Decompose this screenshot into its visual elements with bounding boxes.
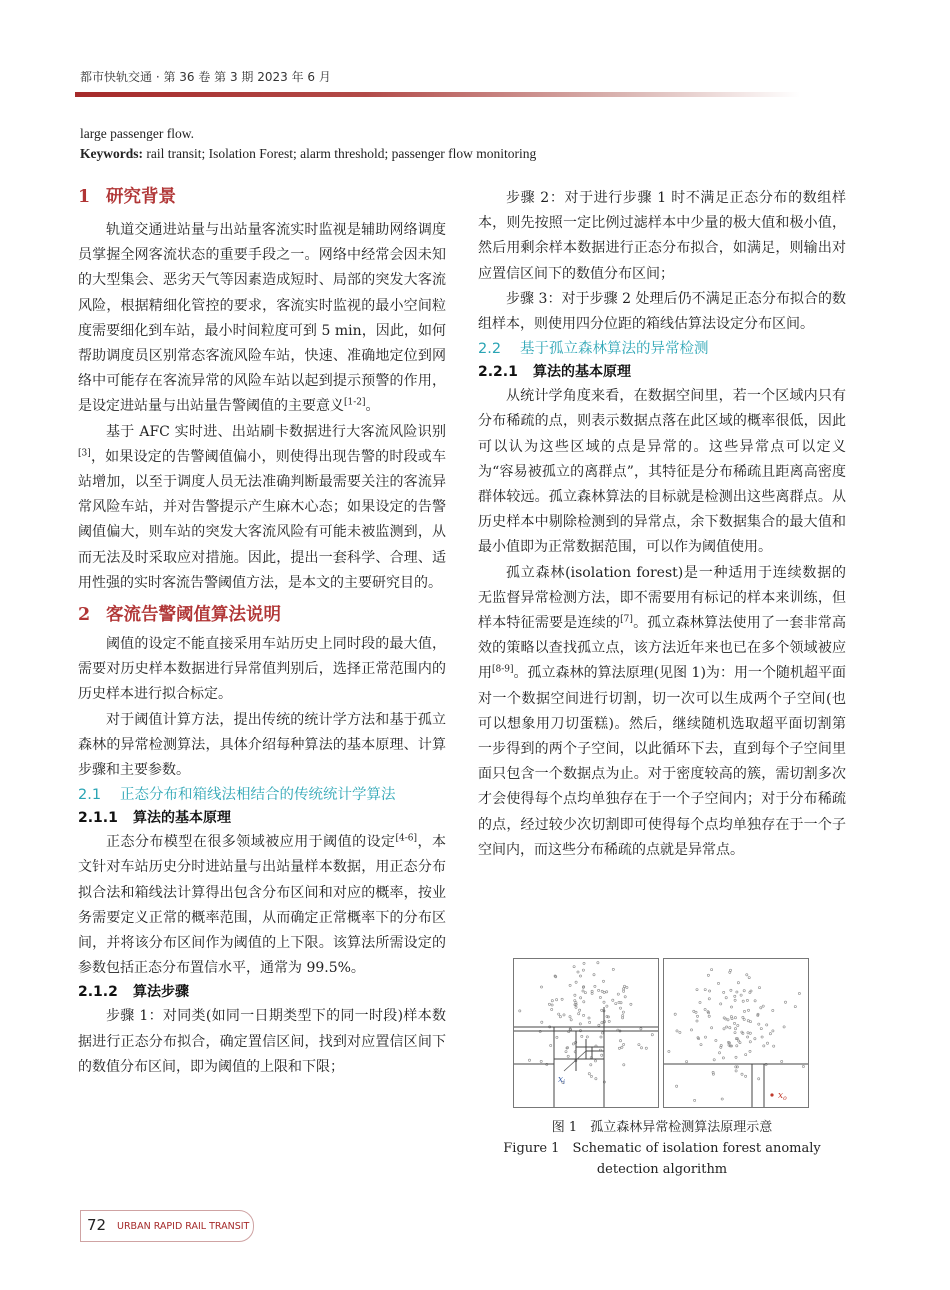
scatter-point [623, 1043, 625, 1045]
page-number: 72 [87, 1216, 107, 1234]
scatter-point [559, 1016, 561, 1018]
scatter-point [718, 1052, 720, 1054]
scatter-point [583, 962, 585, 964]
caption-en-line-2: detection algorithm [596, 1162, 728, 1177]
scatter-point [742, 1000, 744, 1002]
scatter-point [601, 1009, 603, 1011]
scatter-point [597, 962, 599, 964]
scatter-point [783, 1026, 785, 1028]
paragraph-text: 基于 AFC 实时进、出站刷卡数据进行大客流风险识别 [106, 423, 446, 440]
section-number: 2 [78, 605, 91, 626]
scatter-point [651, 1034, 653, 1036]
scatter-point [781, 1060, 783, 1062]
scatter-point [695, 1011, 697, 1013]
scatter-point [623, 990, 625, 992]
scatter-point [746, 999, 748, 1001]
scatter-point [749, 1041, 751, 1043]
scatter-point [773, 1045, 775, 1047]
scatter-point [741, 1073, 743, 1075]
scatter-point [713, 1059, 715, 1061]
scatter-point [569, 1016, 571, 1018]
scatter-point [645, 1047, 647, 1049]
scatter-point [550, 1044, 552, 1046]
subsection-2-1-2-heading [78, 981, 446, 1004]
subsection-title: 算法的基本原理 [133, 810, 231, 827]
section-1-heading [78, 186, 446, 208]
scatter-point [579, 975, 581, 977]
scatter-point [565, 1051, 567, 1053]
scatter-point [747, 1036, 749, 1038]
scatter-point [761, 1036, 763, 1038]
scatter-point [686, 1061, 688, 1063]
scatter-point [574, 994, 576, 996]
scatter-partition-left [514, 959, 658, 1107]
scatter-point [734, 995, 736, 997]
scatter-point [708, 1015, 710, 1017]
scatter-point [743, 990, 745, 992]
scatter-point [602, 980, 604, 982]
scatter-point [603, 1001, 605, 1003]
scatter-point [607, 1016, 609, 1018]
scatter-point [707, 974, 709, 976]
scatter-point [721, 1098, 723, 1100]
paragraph-text: 孤立森林(isolation forest)是一种适用于连续数据的无监督异常检测方法，即不需要用有标记的样本来训练，但样本特征需要是连续的 [478, 564, 846, 632]
paragraph: 从统计学角度来看，在数据空间里，若一个区域内只有分布稀疏的点，则表示数据点落在此区域的概率很低，因此可以认为这些区域的点是异常的。这些异常点可以定义为“容易被孤立的离群点”，其特征是分布稀疏且距离高密度群体较远。孤立森林算法的目标就是检测出这些离群点。从历史样本中剔除检测到的异常点，余下数据集合的最大值和最小值即为正常数据范围，可以作为阈值使用。 [478, 388, 846, 556]
scatter-point [606, 1005, 608, 1007]
scatter-point [583, 1001, 585, 1003]
paragraph [78, 420, 446, 596]
abstract-end-text: large passenger flow. [80, 126, 194, 141]
scatter-point [623, 1064, 625, 1066]
citation: [7] [620, 614, 633, 625]
scatter-point [623, 985, 625, 987]
scatter-point [624, 996, 626, 998]
keywords-label: Keywords: [80, 146, 143, 161]
scatter-point [556, 999, 558, 1001]
scatter-point [694, 1099, 696, 1101]
scatter-point [729, 971, 731, 973]
scatter-point [567, 1055, 569, 1057]
keywords-text: rail transit; Isolation Forest; alarm threshold; passenger flow monitoring [143, 146, 537, 161]
subsection-2-2-1-heading [478, 361, 846, 384]
scatter-point [541, 1021, 543, 1023]
scatter-point [601, 1054, 603, 1056]
scatter-point [528, 1059, 530, 1061]
scatter-point [612, 999, 614, 1001]
paragraph-text: 。 [365, 398, 380, 415]
scatter-point [551, 1008, 553, 1010]
scatter-point [575, 1006, 577, 1008]
scatter-point [739, 1042, 741, 1044]
scatter-point [582, 990, 584, 992]
point-label-xi: $x_i$ [558, 1075, 565, 1086]
scatter-point [570, 1019, 572, 1021]
paragraph-text: 轨道交通进站量与出站量客流实时监视是辅助网络调度员掌握全网客流状态的重要手段之一。网络中经常会因未知的大型集会、恶劣天气等因素造成短时、局部的突发大客流风险，根据精细化管控的要求，客流实时监视的最小空间粒度需要细化到车站，最小时间粒度可到 5 min，因此，如何帮助调度员区别常态客流风险车站，快速、准确地定位到网络中可能存在客流异常的风险车站以起到提示预警的作用，是设定进站量与出站量告警阈值的主要意义 [78, 222, 446, 415]
scatter-point [730, 989, 732, 991]
scatter-point [737, 1024, 739, 1026]
scatter-point [704, 1008, 706, 1010]
scatter-point [594, 985, 596, 987]
scatter-point [742, 1016, 744, 1018]
scatter-point [622, 1011, 624, 1013]
scatter-point [590, 1064, 592, 1066]
scatter-point [754, 1038, 756, 1040]
scatter-point [690, 1029, 692, 1031]
scatter-point [729, 1027, 731, 1029]
scatter-point [561, 998, 563, 1000]
partition-lines [514, 1007, 658, 1107]
outlier-point [770, 1093, 773, 1096]
citation: [4-6] [395, 833, 418, 844]
scatter-point [772, 1009, 774, 1011]
scatter-point [722, 1057, 724, 1059]
subsection-title: 算法步骤 [133, 984, 189, 1001]
subsection-2-1-1-heading [78, 807, 446, 830]
subsection-title: 基于孤立森林算法的异常检测 [520, 341, 709, 358]
right-column [478, 186, 846, 863]
scatter-point [630, 1003, 632, 1005]
section-title: 客流告警阈值算法说明 [106, 605, 281, 626]
figure-panel-outlier-point [663, 958, 809, 1108]
scatter-point [754, 1000, 756, 1002]
paragraph [78, 218, 446, 420]
paragraph [478, 561, 846, 863]
scatter-point [519, 1010, 521, 1012]
citation: [1-2] [344, 397, 366, 408]
section-2-heading [78, 604, 446, 626]
scatter-point [735, 1056, 737, 1058]
subsection-title: 正态分布和箱线法相结合的传统统计学算法 [120, 787, 396, 804]
scatter-point [563, 1014, 565, 1016]
scatter-point [704, 1036, 706, 1038]
paragraph: 步骤 1：对同类(如同一日期类型下的同一时段)样本数据进行正态分布拟合，确定置信区间，找到对应置信区间下的数值分布区间，即为阈值的上限和下限； [78, 1008, 446, 1075]
scatter-point [734, 999, 736, 1001]
scatter-point [679, 1031, 681, 1033]
scatter-point [608, 1020, 610, 1022]
scatter-point [676, 1030, 678, 1032]
header-rule [75, 92, 800, 97]
scatter-point [572, 1043, 574, 1045]
scatter-point [551, 1004, 553, 1006]
scatter-point [762, 1005, 764, 1007]
citation: [8-9] [492, 664, 514, 675]
scatter-point [696, 1015, 698, 1017]
scatter-point [640, 1028, 642, 1030]
scatter-point [580, 997, 582, 999]
scatter-point [598, 989, 600, 991]
scatter-point [623, 988, 625, 990]
subsection-2-2-heading [478, 337, 846, 361]
scatter-point [720, 1003, 722, 1005]
scatter-point [736, 991, 738, 993]
scatter-point [577, 971, 579, 973]
scatter-point [709, 990, 711, 992]
scatter-point [769, 1033, 771, 1035]
journal-name-en: URBAN RAPID RAIL TRANSIT [117, 1221, 250, 1232]
paragraph-text: ，如果设定的告警阈值偏小，则使得出现告警的时段或车站增加，以至于调度人员无法准确判断最需要关注的客流异常风险车站，并对告警提示产生麻木心态；如果设定的告警阈值偏大，则车站的突发大客流风险有可能未被监测到，从而无法及时采取应对措施。因此，提出一套科学、合理、适用性强的实时客流告警阈值方法，是本文的主要研究目的。 [78, 448, 446, 591]
scatter-point [766, 1024, 768, 1026]
scatter-point [735, 1070, 737, 1072]
journal-header: 都市快轨交通 · 第 36 卷 第 3 期 2023 年 6 月 [80, 70, 331, 84]
scatter-point [615, 1003, 617, 1005]
scatter-point [600, 1036, 602, 1038]
scatter-point [772, 1030, 774, 1032]
scatter-point [594, 1060, 596, 1062]
scatter-point [601, 1022, 603, 1024]
paragraph: 阈值的设定不能直接采用车站历史上同时段的最大值，需要对历史样本数据进行异常值判别后，选择正常范围内的历史样本进行拟合标定。 [78, 636, 446, 703]
scatter-point [784, 1001, 786, 1003]
scatter-point [578, 1013, 580, 1015]
figure-1-caption [478, 1117, 846, 1180]
keywords-line [80, 144, 880, 164]
scatter-point [758, 1023, 760, 1025]
scatter-point [725, 997, 727, 999]
scatter-point [540, 986, 542, 988]
scatter-point [763, 1045, 765, 1047]
citation: [3] [78, 448, 91, 459]
scatter-point [599, 996, 601, 998]
scatter-point [749, 1021, 751, 1023]
scatter-point [734, 1032, 736, 1034]
scatter-point [747, 1020, 749, 1022]
left-column [78, 186, 446, 1080]
paragraph: 对于阈值计算方法，提出传统的统计学方法和基于孤立森林的异常检测算法，具体介绍每种算法的基本原理、计算步骤和主要参数。 [78, 711, 446, 779]
scatter-point [582, 969, 584, 971]
scatter-point [794, 1006, 796, 1008]
scatter-point [746, 974, 748, 976]
scatter-point [640, 1047, 642, 1049]
scatter-point [586, 1036, 588, 1038]
scatter-point [745, 1054, 747, 1056]
paragraph: 步骤 3：对于步骤 2 处理后仍不满足正态分布拟合的数组样本，则使用四分位距的箱线估算法设定分布区间。 [478, 290, 846, 333]
scatter-point [617, 993, 619, 995]
scatter-point [802, 1065, 804, 1067]
scatter-point [583, 1014, 585, 1016]
scatter-point [745, 1075, 747, 1077]
scatter-dots [668, 969, 805, 1102]
scatter-point [734, 1017, 736, 1019]
scatter-point [595, 1078, 597, 1080]
scatter-point [715, 1039, 717, 1041]
paragraph [78, 830, 446, 981]
scatter-point [700, 1044, 702, 1046]
scatter-point [798, 992, 800, 994]
scatter-point [711, 969, 713, 971]
scatter-point [575, 981, 577, 983]
scatter-point [638, 1044, 640, 1046]
scatter-point [708, 998, 710, 1000]
paragraph: 步骤 2：对于进行步骤 1 时不满足正态分布的数组样本，则先按照一定比例过滤样本中少量的极大值和极小值，然后用剩余样本数据进行正态分布拟合，如满足，则输出对应置信区间下的数值分布区间； [478, 190, 846, 282]
point-label-xo: $x_o$ [778, 1091, 787, 1102]
scatter-point [619, 1040, 621, 1042]
subsection-2-1-heading [78, 783, 446, 807]
scatter-point [749, 1050, 751, 1052]
section-title: 研究背景 [106, 187, 176, 207]
caption-cn: 图 1 孤立森林异常检测算法原理示意 [551, 1120, 773, 1135]
scatter-point [601, 1032, 603, 1034]
scatter-point [723, 991, 725, 993]
scatter-point [760, 1007, 762, 1009]
scatter-point [676, 1085, 678, 1087]
scatter-point [556, 1036, 558, 1038]
scatter-point [723, 1028, 725, 1030]
scatter-point [696, 989, 698, 991]
paragraph-text: 。孤立森林的算法原理(见图 1)为：用一个随机超平面对一个数据空间进行切割，切一次可以生成两个子空间(也可以想象用刀切蛋糕)。然后，继续随机选取超平面切割第一步得到的两个子空间，以此循环下去，直到每个子空间里面只包含一个数据点为止。对于密度较高的簇，需切割多次才会使得每个点均单独存在于一个子空间内；对于分布稀疏的点，经过较少次切割即可使得每个点均单独存在于一个子空间内，而这些分布稀疏的点就是异常点。 [478, 665, 847, 858]
scatter-point [579, 1009, 581, 1011]
scatter-point [581, 1035, 583, 1037]
scatter-point [733, 1022, 735, 1024]
scatter-point [619, 1007, 621, 1009]
scatter-point [748, 977, 750, 979]
scatter-point [696, 1020, 698, 1022]
scatter-point [621, 1046, 623, 1048]
scatter-point [743, 1010, 745, 1012]
pointer-line [564, 1051, 586, 1071]
scatter-point [598, 1024, 600, 1026]
scatter-point [548, 1003, 550, 1005]
scatter-point [589, 1021, 591, 1023]
scatter-point [588, 1017, 590, 1019]
scatter-point [766, 1042, 768, 1044]
footer-badge [80, 1210, 254, 1242]
section-number: 1 [78, 187, 91, 207]
scatter-point [737, 982, 739, 984]
subsection-number: 2.1 [78, 787, 102, 804]
scatter-point [740, 994, 742, 996]
scatter-point [558, 1013, 560, 1015]
scatter-point [584, 992, 586, 994]
scatter-point [569, 984, 571, 986]
scatter-dots [519, 962, 654, 1084]
caption-en-line-1: Figure 1 Schematic of isolation forest anomaly [503, 1141, 821, 1156]
scatter-point [674, 1013, 676, 1015]
subsection-number: 2.1.2 [78, 984, 118, 1001]
scatter-point [760, 1028, 762, 1030]
scatter-point [711, 1027, 713, 1029]
scatter-point [758, 1078, 760, 1080]
scatter-point [747, 1032, 749, 1034]
scatter-point [540, 1060, 542, 1062]
scatter-point [612, 968, 614, 970]
scatter-point [704, 989, 706, 991]
scatter-point [551, 1000, 553, 1002]
scatter-point [601, 990, 603, 992]
scatter-point [758, 987, 760, 989]
scatter-point [590, 1075, 592, 1077]
scatter-partition-right [664, 959, 808, 1107]
abstract-tail [80, 124, 880, 164]
scatter-point [747, 1009, 749, 1011]
subsection-number: 2.1.1 [78, 810, 118, 827]
subsection-title: 算法的基本原理 [533, 364, 631, 381]
figure-panel-normal-point [513, 958, 659, 1108]
scatter-point [693, 1010, 695, 1012]
subsection-number: 2.2 [478, 341, 502, 358]
scatter-point [579, 1023, 581, 1025]
scatter-point [734, 1028, 736, 1030]
scatter-point [588, 1073, 590, 1075]
scatter-point [730, 1006, 732, 1008]
scatter-point [727, 1019, 729, 1021]
scatter-point [626, 986, 628, 988]
scatter-point [749, 1032, 751, 1034]
paragraph-text: 。孤立森林算法使用了一套非常高效的策略以查找孤立点，该方法近年来也已在多个领域被应用 [478, 615, 847, 682]
paragraph-text: ，本文针对车站历史分时进站量与出站量样本数据，用正态分布拟合法和箱线法计算得出包含分布区间和对应的概率，按业务需要定义正常的概率范围，从而确定正常概率下的分布区间，并将该分布区间作为阈值的上下限。该算法所需设定的参数包括正态分布置信水平，通常为 99.5%。 [78, 834, 446, 977]
subsection-number: 2.2.1 [478, 364, 518, 381]
scatter-point [593, 974, 595, 976]
scatter-point [743, 1018, 745, 1020]
scatter-point [618, 1047, 620, 1049]
scatter-point [606, 991, 608, 993]
scatter-point [573, 966, 575, 968]
paragraph-text: 正态分布模型在很多领域被应用于阈值的设定 [106, 834, 396, 851]
scatter-point [574, 1000, 576, 1002]
scatter-point [668, 1050, 670, 1052]
scatter-point [717, 982, 719, 984]
scatter-point [699, 1001, 701, 1003]
scatter-point [736, 1045, 738, 1047]
scatter-point [726, 1026, 728, 1028]
